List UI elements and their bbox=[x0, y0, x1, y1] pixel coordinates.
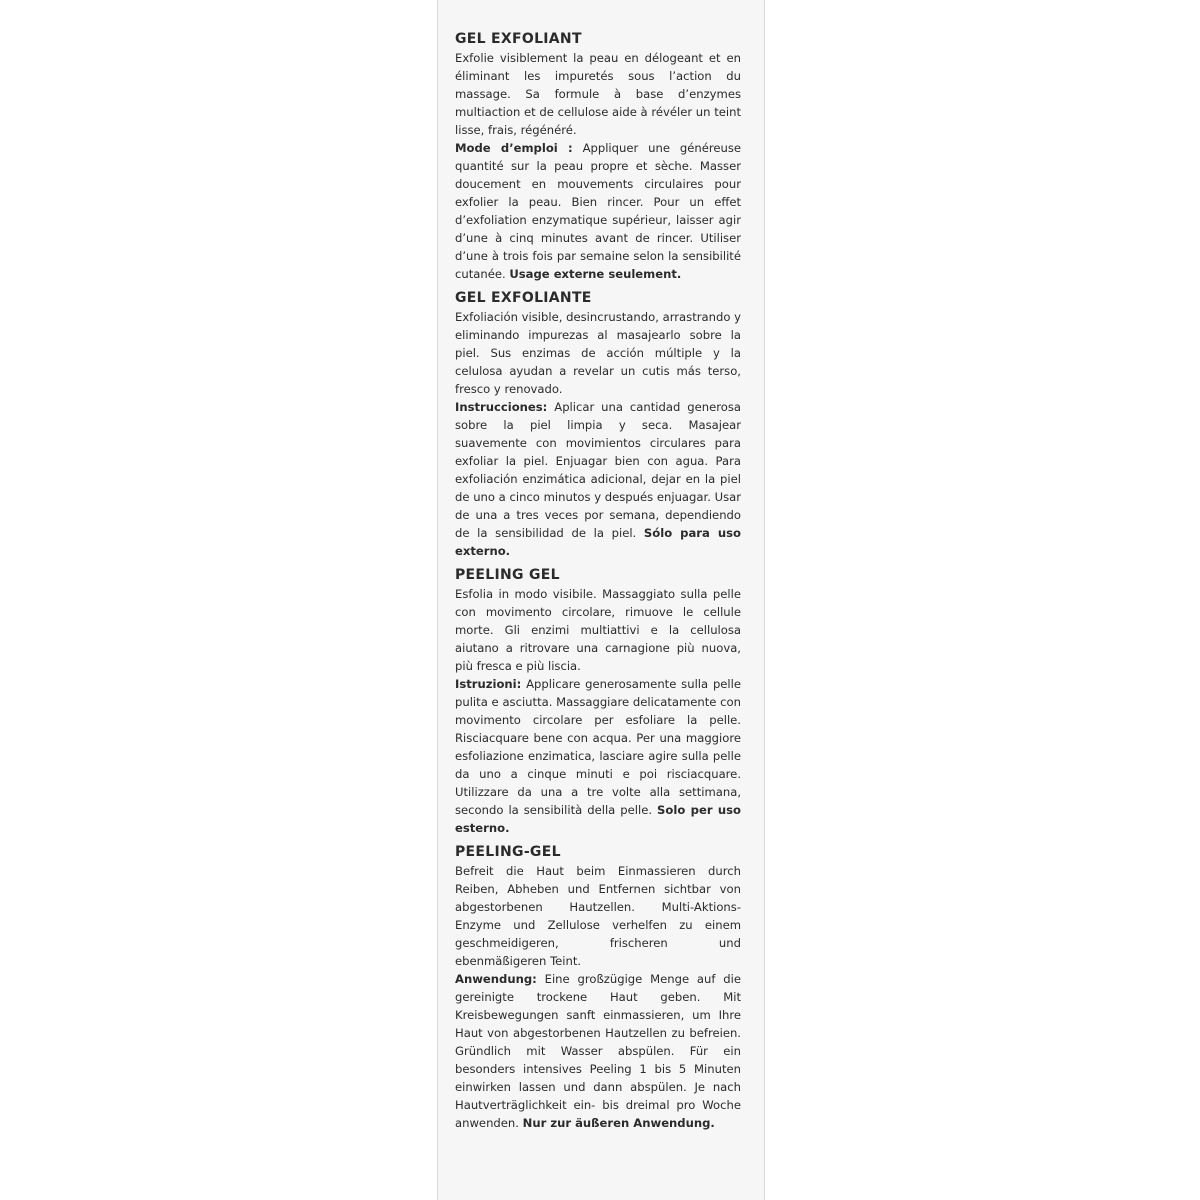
section-instructions bbox=[455, 139, 741, 283]
usage-warning: Usage externe seulement. bbox=[509, 267, 682, 281]
section-italian bbox=[455, 566, 741, 837]
section-title: PEELING GEL bbox=[455, 567, 560, 583]
instructions-text: Appliquer une généreuse quantité sur la peau propre et sèche. Masser doucement en mouvements circulaires pour exfolier la peau. Bien rincer. Pour un effet d’exfoliation enzymatique supérieur, laisser agir d’une à cinq minutes avant de rincer. Utiliser d’une à trois fois par semaine selon la sensibilité cutanée. bbox=[455, 141, 742, 281]
product-text-column bbox=[455, 30, 741, 1138]
instructions-label: Instrucciones: bbox=[455, 400, 548, 414]
section-description: Esfolia in modo visibile. Massaggiato sulla pelle con movimento circolare, rimuove le cellule morte. Gli enzimi multiattivi e la cellulosa aiutano a ritrovare una carnagione più nuova, più fresca e più liscia. bbox=[455, 587, 741, 673]
section-spanish bbox=[455, 289, 741, 560]
section-instructions bbox=[455, 970, 741, 1132]
section-german bbox=[455, 843, 741, 1132]
section-french bbox=[455, 30, 741, 283]
section-instructions bbox=[455, 675, 741, 837]
usage-warning: Solo per uso esterno. bbox=[455, 803, 742, 835]
section-title: GEL EXFOLIANT bbox=[455, 31, 582, 47]
usage-warning: Nur zur äußeren Anwendung. bbox=[522, 1116, 715, 1130]
instructions-label: Istruzioni: bbox=[455, 677, 522, 691]
section-description: Befreit die Haut beim Einmassieren durch Reiben, Abheben und Entfernen sichtbar von abgestorbenen Hautzellen. Multi-Aktions-Enzyme und Zellulose verhelfen zu einem geschmeidigeren, frischeren und ebenmäßigeren Teint. bbox=[455, 864, 741, 968]
instructions-label: Anwendung: bbox=[455, 972, 537, 986]
instructions-label: Mode d’emploi : bbox=[455, 141, 573, 155]
usage-warning: Sólo para uso externo. bbox=[455, 526, 741, 558]
section-description: Exfolie visiblement la peau en délogeant et en éliminant les impuretés sous l’action du massage. Sa formule à base d’enzymes multiaction et de cellulose aide à révéler un teint lisse, frais, régénéré. bbox=[455, 51, 741, 137]
section-description: Exfoliación visible, desincrustando, arrastrando y eliminando impurezas al masajearlo sobre la piel. Sus enzimas de acción múltiple y la celulosa ayudan a revelar un cutis más terso, fresco y renovado. bbox=[455, 310, 741, 396]
section-title: GEL EXFOLIANTE bbox=[455, 290, 592, 306]
instructions-text: Eine großzügige Menge auf die gereinigte trockene Haut geben. Mit Kreisbewegungen sanft einmassieren, um Ihre Haut von abgestorbenen Hautzellen zu befreien. Gründlich mit Wasser abspülen. Für ein besonders intensives Peeling 1 bis 5 Minuten einwirken lassen und dann abspülen. Je nach Hautverträglichkeit ein- bis dreimal pro Woche anwenden. bbox=[455, 972, 742, 1130]
instructions-text: Applicare generosamente sulla pelle pulita e asciutta. Massaggiare delicatamente con movimento circolare per esfoliare la pelle. Risciacquare bene con acqua. Per una maggiore esfoliazione enzimatica, lasciare agire sulla pelle da uno a cinque minuti e poi risciacquare. Utilizzare da una a tre volte alla settimana, secondo la sensibilità della pelle. bbox=[455, 677, 742, 817]
section-title: PEELING-GEL bbox=[455, 844, 561, 860]
section-instructions bbox=[455, 398, 741, 560]
instructions-text: Aplicar una cantidad generosa sobre la piel limpia y seca. Masajear suavemente con movimientos circulares para exfoliar la piel. Enjuagar bien con agua. Para exfoliación enzimática adicional, dejar en la piel de uno a cinco minutos y después enjuagar. Usar de una a tres veces por semana, dependiendo de la sensibilidad de la piel. bbox=[455, 400, 741, 540]
